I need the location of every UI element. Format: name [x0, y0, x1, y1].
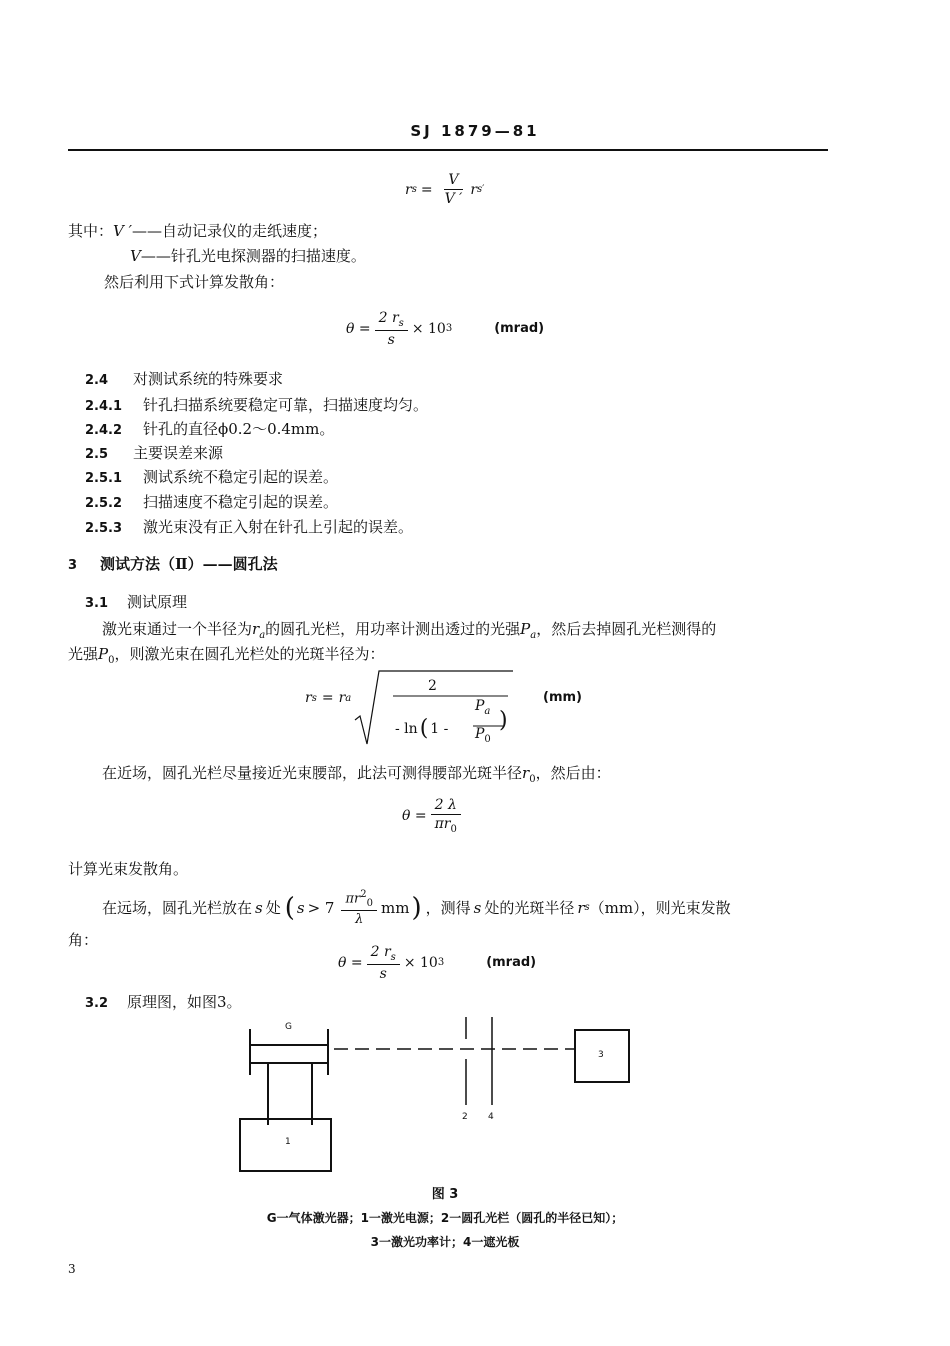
- figure-legend-1: G一气体激光器；1一激光电源；2一圆孔光栏（圆孔的半径已知）；: [266, 1211, 624, 1225]
- section-2-4-2: [85, 418, 334, 439]
- sym-sub: 0: [108, 655, 115, 666]
- text: ，测得: [425, 899, 471, 918]
- eq3-eq: =: [321, 690, 334, 706]
- sym-sub: a: [259, 630, 266, 641]
- cond-unit: mm: [381, 898, 410, 917]
- section-text: 针孔扫描系统要稳定可靠，扫描速度均匀。: [143, 396, 429, 414]
- eq5-den: s: [379, 965, 387, 982]
- section-number: 3.2: [85, 996, 109, 1011]
- section-2-5-1: [85, 466, 338, 487]
- section-text: 扫描速度不稳定引起的误差。: [143, 493, 339, 511]
- where-sym-2: V: [130, 247, 141, 265]
- label-3: 3: [598, 1050, 604, 1060]
- section-2-5-2: [85, 491, 338, 512]
- eq1-den: V ′: [444, 191, 463, 207]
- eq4-lhs: θ =: [402, 807, 427, 824]
- principle-line-2: [68, 643, 385, 666]
- section-text: 针孔的直径ϕ0.2～0.4mm。: [143, 420, 335, 438]
- section-3-heading: [68, 553, 278, 574]
- eq1-num: V: [444, 172, 462, 190]
- sym-r: r: [577, 898, 585, 917]
- eq1-tail: r: [470, 181, 478, 198]
- eq2-lhs: θ =: [346, 320, 371, 337]
- section-number: 2.4.1: [85, 399, 123, 414]
- section-text: 测试系统不稳定引起的误差。: [143, 468, 339, 486]
- eq3-one: 1 -: [430, 720, 449, 737]
- section-title: 测试方法（Ⅱ）——圆孔法: [100, 555, 278, 573]
- eq3-ln: - ln: [395, 720, 418, 737]
- section-3-1: [85, 591, 187, 612]
- section-title: 测试原理: [127, 593, 188, 611]
- section-text: 主要误差来源: [133, 444, 224, 462]
- figure-3-diagram: [230, 1015, 640, 1175]
- eq4-den: πr: [434, 816, 451, 832]
- eq3-fnum: P: [475, 698, 485, 714]
- text: 处: [265, 899, 281, 918]
- section-text: 对测试系统的特殊要求: [133, 370, 284, 388]
- cond-gt: > 7: [307, 898, 335, 917]
- cond-den: λ: [355, 911, 364, 927]
- eq3-p0: [475, 726, 491, 745]
- sym-sub: s: [584, 902, 590, 914]
- equation-theta-near: [402, 797, 465, 835]
- eq5-num-sub: s: [390, 951, 396, 963]
- eq3-pa: [475, 698, 490, 717]
- eq3-fden: P: [475, 726, 485, 742]
- eq2-unit: (mrad): [494, 321, 545, 337]
- eq3-lhs-sub: s: [311, 692, 317, 704]
- section-number: 3.1: [85, 596, 109, 611]
- section-number: 2.5: [85, 447, 109, 462]
- section-number: 2.4: [85, 373, 109, 388]
- equation-rs-aperture: [305, 668, 605, 750]
- header-rule: [68, 149, 828, 151]
- cond-sup: 2: [360, 889, 367, 900]
- eq1-tail-sub: s: [477, 184, 483, 195]
- eq2-num: 2 r: [378, 310, 399, 326]
- eq4-den-sub: 0: [450, 823, 457, 835]
- cond-sub: 0: [366, 897, 373, 909]
- section-text: 原理图，如图3。: [127, 993, 242, 1011]
- equation-theta-far: [338, 944, 536, 982]
- eq1-lhs: r: [405, 181, 412, 198]
- eq3-fnum-sub: a: [484, 705, 491, 717]
- eq3-lhs: r: [305, 690, 312, 706]
- where-sym-1: V ′: [113, 222, 133, 240]
- section-2-4: [85, 368, 283, 389]
- sym-sub: 0: [529, 774, 536, 785]
- page-number: 3: [68, 1262, 76, 1276]
- eq3-num: 2: [428, 678, 437, 694]
- section-number: 2.5.3: [85, 521, 123, 536]
- text: 的圆孔光栏，用功率计测出透过的光强: [265, 620, 521, 638]
- eq3-close-paren: ): [499, 708, 508, 733]
- cond-num: πr: [345, 891, 361, 907]
- section-number: 2.5.2: [85, 496, 123, 511]
- sym-s: s: [473, 898, 482, 917]
- section-number: 3: [68, 558, 78, 573]
- eq3-ra-sub: a: [345, 692, 352, 704]
- sym-r: r: [252, 620, 260, 638]
- near-field-text: [102, 762, 611, 785]
- label-g: G: [285, 1022, 292, 1032]
- eq4-num: 2 λ: [431, 797, 461, 815]
- equation-rs-scan: r s = $\frac{V}{V '}$ r s ′: [405, 172, 485, 207]
- sym-sub: a: [530, 630, 537, 641]
- section-2-4-1: [85, 394, 428, 415]
- sym-p: P: [520, 620, 531, 638]
- where-text-1: ——自动记录仪的走纸速度；: [132, 222, 328, 240]
- eq2-den: s: [387, 331, 395, 348]
- far-field-text: 在远场，圆孔光栏放在 s 处 ( s > 7 $\frac{\pi r^2_0}{\lambda}$ mm ) ，测得 s 处的光斑半径 r s （mm），则光束发散: [102, 889, 731, 927]
- eq3-fden-sub: 0: [484, 733, 491, 745]
- section-number: 2.4.2: [85, 423, 123, 438]
- equation-theta-1: [346, 310, 544, 348]
- eq3-unit: (mm): [543, 690, 582, 705]
- cond-s: s: [296, 898, 305, 917]
- where-text-2: ——针孔光电探测器的扫描速度。: [140, 247, 366, 265]
- text: ，然后去掉圆孔光栏测得的: [536, 620, 717, 638]
- gas-laser: [250, 1029, 328, 1125]
- eq1-lhs-sub: s: [411, 184, 417, 195]
- far-field-line-2: 角：: [68, 931, 99, 949]
- text: 激光束通过一个半径为: [102, 620, 253, 638]
- eq5-num: 2 r: [370, 944, 391, 960]
- label-4: 4: [488, 1112, 494, 1122]
- text: 处的光斑半径: [484, 899, 575, 918]
- eq5-unit: (mrad): [486, 955, 537, 971]
- sym-s: s: [255, 898, 263, 917]
- eq2-num-sub: s: [398, 317, 404, 329]
- section-number: 2.5.1: [85, 471, 123, 486]
- eq2-exp: 3: [445, 323, 453, 335]
- eq5-exp: 3: [437, 957, 445, 969]
- eq1-tail-sup: ′: [482, 184, 485, 195]
- section-2-5: [85, 442, 223, 463]
- calc-text: 计算光束发散角。: [68, 860, 189, 878]
- eq5-lhs: θ =: [338, 954, 363, 971]
- where-prefix: 其中：: [68, 222, 114, 240]
- text: 在近场，圆孔光栏尽量接近光束腰部，此法可测得腰部光斑半径: [102, 764, 523, 782]
- figure-legend-2: 3一激光功率计；4一遮光板: [370, 1235, 520, 1249]
- text: 光强: [68, 645, 99, 663]
- eq5-times: × 10: [403, 954, 438, 971]
- label-1: 1: [285, 1137, 291, 1147]
- section-2-5-3: [85, 516, 413, 537]
- text: 在远场，圆孔光栏放在: [102, 899, 253, 918]
- figure-title: 图 3: [431, 1187, 459, 1202]
- where-line-1: [68, 220, 327, 241]
- label-2: 2: [462, 1112, 468, 1122]
- text: （mm），则光束发散: [589, 899, 731, 918]
- text: ，然后由：: [535, 764, 611, 782]
- document-code: SJ 1879—81: [410, 122, 540, 140]
- where-line-3: 然后利用下式计算发散角：: [104, 273, 285, 291]
- section-3-2: [85, 991, 242, 1012]
- eq3-denominator: - ln ( 1 -: [395, 716, 449, 741]
- eq3-ra: r: [338, 690, 346, 706]
- sym-p: P: [98, 645, 109, 663]
- principle-line-1: [102, 618, 716, 641]
- text: ，则激光束在圆孔光栏处的光斑半径为：: [114, 645, 385, 663]
- sym-r: r: [522, 764, 530, 782]
- eq2-times: × 10: [411, 320, 446, 337]
- where-line-2: [130, 245, 366, 266]
- section-text: 激光束没有正入射在针孔上引起的误差。: [143, 518, 414, 536]
